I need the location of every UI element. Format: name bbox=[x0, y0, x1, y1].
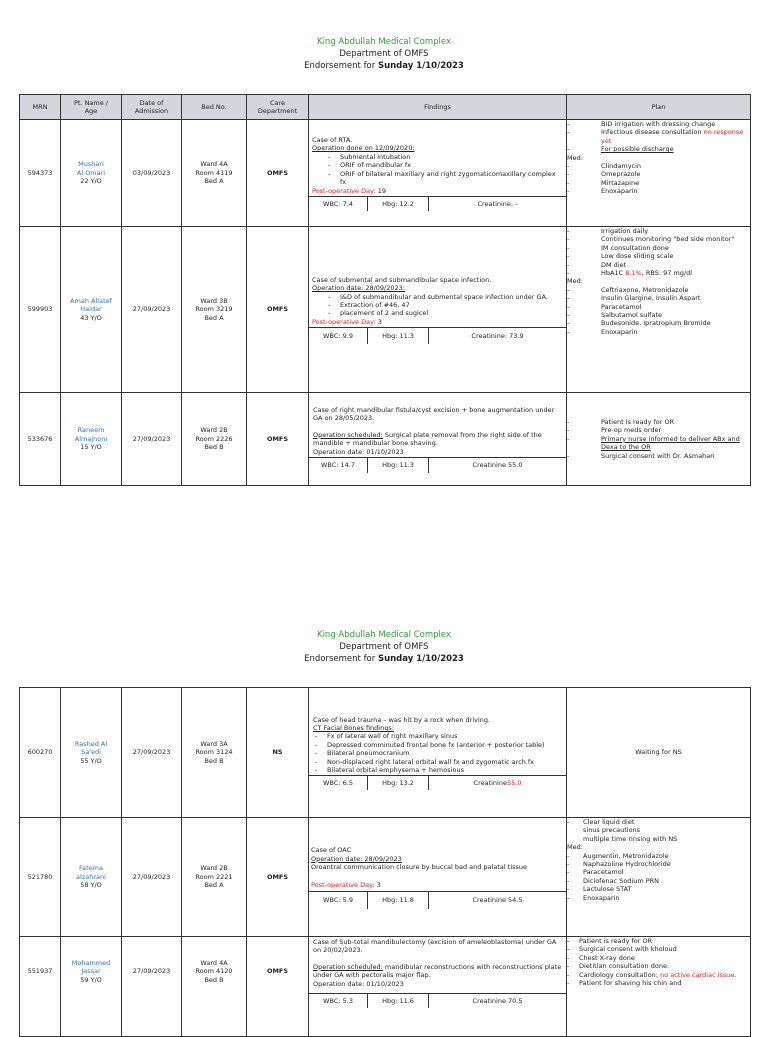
list-item: - Fx of lateral wall of right maxillary sinus bbox=[315, 732, 562, 740]
list-item: - Paracetamol bbox=[567, 868, 750, 876]
col-bed: Bed No. bbox=[182, 95, 247, 120]
list-item: - Enoxaparin bbox=[567, 894, 750, 902]
plan-cell bbox=[567, 818, 751, 937]
findings-cell bbox=[309, 120, 567, 227]
creatinine-value: Creatinine 70.5 bbox=[472, 996, 523, 1005]
mrn-cell: 599903 bbox=[20, 227, 61, 393]
list-item: - Non-displaced right lateral orbital wall fx and zygomatic arch fx bbox=[315, 758, 562, 766]
patient-name: Haidar bbox=[80, 305, 102, 314]
hbg-value: Hbg: 13.2 bbox=[368, 776, 429, 790]
operation-date: Operation done on 12/09/2020: bbox=[312, 144, 415, 153]
list-item: - Patient for shaving his chin and bbox=[567, 979, 750, 987]
patient-cell bbox=[61, 818, 122, 937]
hospital-name: King Abdullah Medical Complex bbox=[317, 630, 451, 640]
list-item: - Dietitian consultation done. bbox=[567, 962, 750, 970]
list-item: - Submental intubation bbox=[328, 153, 563, 161]
hbg-value: Hbg: 12.2 bbox=[368, 197, 429, 211]
case-summary: Case of head trauma – was hit by a rock when driving. bbox=[313, 715, 491, 724]
mrn-cell: 594373 bbox=[20, 120, 61, 227]
post-op-day: Post-operative Day: 3 bbox=[311, 881, 381, 890]
patient-name: Mohammed bbox=[71, 959, 111, 967]
creatinine-value: Creatinine 55.0 bbox=[473, 779, 522, 788]
endorsement-table-1 bbox=[19, 94, 751, 486]
endorsement-line bbox=[0, 653, 768, 666]
bed-cell: Ward 4A Room 4119 Bed A bbox=[182, 120, 247, 227]
med-label: Med: bbox=[567, 277, 583, 286]
patient-name: alzahrani bbox=[76, 872, 106, 881]
ct-findings-title: CT Facial Bones findings: bbox=[313, 723, 394, 732]
bed-cell: Ward 2B Room 2226 Bed B bbox=[182, 393, 247, 486]
bed-cell: Ward 2B Room 2221 Bed A bbox=[182, 818, 247, 937]
findings-cell bbox=[309, 818, 567, 937]
list-item: - placement of 2 and sugicel bbox=[328, 309, 563, 317]
list-item: - Pre-op meds order bbox=[567, 426, 750, 434]
patient-name: Almajnoni bbox=[74, 434, 108, 443]
col-care-dept: Care Department bbox=[247, 95, 309, 120]
operation-date: Operation date: 28/09/2023: bbox=[312, 284, 405, 293]
admission-date: 27/09/2023 bbox=[122, 688, 182, 818]
list-item: - Insulin Glargine, Insulin Aspart bbox=[567, 294, 750, 302]
post-op-day: Post-operative Day: 3 bbox=[312, 317, 382, 326]
list-item: - I&D of submandibular and submental space infection under GA. bbox=[328, 293, 563, 301]
plan-cell bbox=[567, 227, 751, 393]
patient-name: Fatema bbox=[79, 864, 103, 873]
case-summary: Case of Sub-total mandibulectomy (excision of ameleoblastoma) under GA on 20/02/2023. bbox=[313, 938, 557, 955]
list-item: - Low dose sliding scale bbox=[567, 252, 750, 260]
list-item: - DM diet bbox=[567, 261, 750, 269]
list-item: - BID irrigation with dressing change bbox=[567, 120, 750, 128]
patient-cell bbox=[61, 393, 122, 486]
lab-results bbox=[309, 993, 566, 1008]
wbc-value: WBC: 5.3 bbox=[309, 994, 368, 1008]
list-item: - Patient is ready for OR bbox=[567, 418, 750, 426]
mrn-cell: 600270 bbox=[20, 688, 61, 818]
findings-cell bbox=[309, 937, 567, 1037]
med-label: Med: bbox=[567, 843, 583, 852]
plan-cell bbox=[567, 120, 751, 227]
hbg-value: Hbg: 11.3 bbox=[368, 328, 429, 344]
operation-date: Operation date: 01/10/2023 bbox=[313, 979, 404, 988]
patient-age: 55 Y/O bbox=[80, 756, 102, 765]
lab-results bbox=[309, 457, 566, 473]
operation-scheduled: Operation scheduled: Surgical plate removal from the right side of the mandible + mandibular bone shaving. bbox=[313, 430, 542, 448]
table-row bbox=[20, 818, 751, 937]
wbc-value: WBC: 6.5 bbox=[309, 776, 368, 790]
bed-cell: Ward 3B Room 3219 Bed A bbox=[182, 227, 247, 393]
list-item: - Chest X-ray done bbox=[567, 954, 750, 962]
lab-results bbox=[309, 327, 566, 344]
case-summary: Case of RTA. bbox=[312, 136, 353, 145]
plan-list bbox=[567, 818, 750, 902]
department-name: Department of OMFS bbox=[339, 642, 429, 652]
list-item: - Clindamycin bbox=[567, 162, 750, 170]
endorsement-date: Sunday 1/10/2023 bbox=[377, 61, 464, 71]
list-item: - Diclofenac Sodium PRN bbox=[567, 877, 750, 885]
list-item: - Enoxaparin bbox=[567, 328, 750, 336]
list-item: - Surgical consent with kholoud bbox=[567, 945, 750, 953]
list-item: - Bilateral pneumocranium bbox=[315, 749, 562, 757]
care-dept: OMFS bbox=[247, 818, 309, 937]
wbc-value: WBC: 5.9 bbox=[309, 892, 368, 909]
mrn-cell: 551937 bbox=[20, 937, 61, 1037]
col-plan: Plan bbox=[567, 95, 751, 120]
mrn-cell: 521780 bbox=[20, 818, 61, 937]
list-item: - Surgical consent with Dr. Asmahan bbox=[567, 452, 750, 460]
procedure-list bbox=[312, 153, 563, 187]
list-item: - Ceftriaxone, Metronidazole bbox=[567, 286, 750, 294]
table-row bbox=[20, 120, 751, 227]
patient-name: Mushari bbox=[78, 160, 104, 169]
col-mrn: MRN bbox=[20, 95, 61, 120]
admission-date: 27/09/2023 bbox=[122, 937, 182, 1037]
plan-list bbox=[567, 418, 750, 460]
patient-cell bbox=[61, 120, 122, 227]
plan-list bbox=[567, 120, 750, 196]
patient-name: Rashed Al bbox=[74, 739, 108, 748]
list-item: multiple time rinsing with NS bbox=[583, 834, 678, 843]
creatinine-value: Creatinine 54.5 bbox=[472, 896, 523, 905]
patient-name: Al Omari bbox=[76, 168, 106, 177]
procedure-text: Oroantral communication closure by buccal bad and palatal tissue bbox=[311, 863, 528, 871]
table-header-row bbox=[20, 95, 751, 120]
list-item: - Continues monitoring "bed side monitor" bbox=[567, 235, 750, 243]
table-row bbox=[20, 688, 751, 818]
list-item: - Clear liquid diet bbox=[567, 818, 750, 826]
table-row bbox=[20, 937, 751, 1037]
table-row bbox=[20, 227, 751, 393]
list-item: - Infectious disease consultation no response yet bbox=[567, 128, 750, 145]
patient-cell bbox=[61, 227, 122, 393]
patient-age: 43 Y/O bbox=[80, 313, 102, 322]
hbg-value: Hbg: 11.3 bbox=[368, 458, 429, 473]
care-dept: NS bbox=[247, 688, 309, 818]
list-item: - Paracetamol bbox=[567, 303, 750, 311]
patient-name: Raneem bbox=[77, 426, 105, 435]
patient-name: Amah Allatef bbox=[70, 296, 112, 305]
admission-date: 03/09/2023 bbox=[122, 120, 182, 227]
endorsement-date: Sunday 1/10/2023 bbox=[377, 654, 464, 664]
wbc-value: WBC: 14.7 bbox=[309, 458, 368, 473]
list-item: - For possible discharge bbox=[567, 145, 750, 153]
list-item: - Patient is ready for OR bbox=[567, 937, 750, 945]
list-item: sinus precautions bbox=[583, 826, 641, 835]
plan-list bbox=[567, 227, 750, 336]
list-item bbox=[567, 154, 750, 162]
patient-cell bbox=[61, 688, 122, 818]
list-item: - HbA1C 8.1%, RBS: 97 mg/dl bbox=[567, 269, 750, 277]
list-item: - Naphazoline Hydrochloride bbox=[567, 860, 750, 868]
med-label: Med: bbox=[567, 153, 583, 162]
report-header bbox=[0, 36, 768, 73]
list-item: - Lactulose STAT bbox=[567, 885, 750, 893]
admission-date: 27/09/2023 bbox=[122, 393, 182, 486]
operation-date: Operation date: 28/09/2023 bbox=[311, 854, 402, 863]
wbc-value: WBC: 7.4 bbox=[309, 197, 368, 211]
patient-age: 58 Y/O bbox=[80, 881, 102, 890]
care-dept: OMFS bbox=[247, 393, 309, 486]
endorsement-line bbox=[0, 60, 768, 73]
wbc-value: WBC: 9.9 bbox=[309, 328, 368, 344]
procedure-list bbox=[312, 293, 563, 318]
creatinine-value: Creatinine: - bbox=[477, 199, 518, 208]
bed-cell: Ward 3A Room 3124 Bed B bbox=[182, 688, 247, 818]
table-row bbox=[20, 393, 751, 486]
findings-list bbox=[313, 732, 562, 774]
list-item: - Irrigation daily bbox=[567, 227, 750, 235]
admission-date: 27/09/2023 bbox=[122, 227, 182, 393]
case-summary: Case of OAC bbox=[311, 846, 352, 855]
creatinine-value: Creatinine: 73.9 bbox=[471, 332, 524, 341]
list-item: - Budesonide, Ipratropium Bromide bbox=[567, 319, 750, 327]
list-item: - IM consultation done bbox=[567, 244, 750, 252]
findings-cell bbox=[309, 393, 567, 486]
patient-name: Jassar bbox=[81, 967, 101, 976]
list-item: - Enoxaparin bbox=[567, 187, 750, 195]
lab-results bbox=[309, 196, 566, 211]
hbg-value: Hbg: 11.6 bbox=[368, 994, 429, 1008]
case-summary: Case of submental and submandibular space infection. bbox=[312, 275, 492, 284]
care-dept: OMFS bbox=[247, 937, 309, 1037]
hbg-value: Hbg: 11.8 bbox=[368, 892, 429, 909]
list-item: - Salbutamol sulfate bbox=[567, 311, 750, 319]
admission-date: 27/09/2023 bbox=[122, 818, 182, 937]
operation-date: Operation date: 01/10/2023 bbox=[313, 447, 404, 456]
list-item: - ORIF of bilateral maxillary and right zygomaticomaxillary complex fx bbox=[328, 170, 563, 187]
list-item: - Cardiology consultation: no active cardiac issue. bbox=[567, 971, 750, 979]
patient-age: 59 Y/O bbox=[80, 975, 102, 984]
endorsement-table-2 bbox=[19, 687, 751, 1037]
plan-cell bbox=[567, 393, 751, 486]
hospital-name: King Abdullah Medical Complex bbox=[317, 37, 451, 47]
list-item: - Extraction of #46, 47 bbox=[328, 301, 563, 309]
findings-cell bbox=[309, 688, 567, 818]
col-name: Pt. Name / Age bbox=[61, 95, 122, 120]
department-name: Department of OMFS bbox=[339, 49, 429, 59]
list-item: - Primary nurse informed to deliver ABx and Dexa to the OR bbox=[567, 435, 750, 452]
care-dept: OMFS bbox=[247, 120, 309, 227]
list-item: - Depressed comminuted frontal bone fx (anterior + posterior table) bbox=[315, 741, 562, 749]
patient-age: 15 Y/O bbox=[80, 443, 102, 452]
endorsement-prefix: Endorsement for bbox=[304, 61, 378, 71]
list-item bbox=[567, 277, 750, 285]
report-header bbox=[0, 629, 768, 666]
list-item: - Augmentin, Metronidazole bbox=[567, 852, 750, 860]
plan-list bbox=[567, 937, 750, 987]
col-admission: Date of Admission bbox=[122, 95, 182, 120]
patient-cell bbox=[61, 937, 122, 1037]
lab-results bbox=[309, 775, 566, 790]
lab-results bbox=[309, 891, 566, 909]
list-item: - Bilateral orbital emphysema + hemosinus bbox=[315, 766, 562, 774]
creatinine-value: Creatinine 55.0 bbox=[472, 461, 523, 470]
col-findings: Findings bbox=[309, 95, 567, 120]
patient-age: 22 Y/O bbox=[80, 177, 102, 186]
post-op-day: Post-operative Day: 19 bbox=[312, 186, 386, 195]
list-item: - Omeprazole bbox=[567, 170, 750, 178]
case-summary: Case of right mandibular fistula/cyst excision + bone augmentation under GA on 28/05/2023. bbox=[313, 405, 555, 423]
plan-cell: Waiting for NS bbox=[567, 688, 751, 818]
list-item: - Mirtazapine bbox=[567, 179, 750, 187]
list-item: - ORIF of mandibular fx bbox=[328, 161, 563, 169]
bed-cell: Ward 4A Room 4120 Bed B bbox=[182, 937, 247, 1037]
plan-cell bbox=[567, 937, 751, 1037]
findings-cell bbox=[309, 227, 567, 393]
endorsement-prefix: Endorsement for bbox=[304, 654, 378, 664]
operation-scheduled: Operation scheduled: mandibular reconstructions with reconstructions plate under GA with pectoralis major flap. bbox=[313, 962, 562, 980]
mrn-cell: 533676 bbox=[20, 393, 61, 486]
patient-name: Sa'edi bbox=[81, 748, 101, 757]
care-dept: OMFS bbox=[247, 227, 309, 393]
